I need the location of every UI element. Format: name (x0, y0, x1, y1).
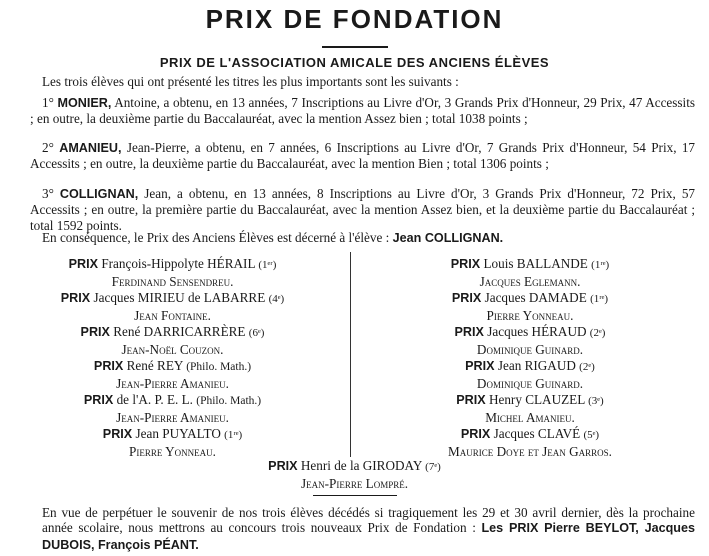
prize-name: Henri de la GIRODAY (300, 458, 422, 473)
closing-paragraph (30, 505, 695, 553)
prize-label: PRIX (83, 393, 114, 407)
prize-rank: (4ᵉ) (268, 293, 285, 305)
candidate-name: COLLIGNAN, (59, 187, 139, 201)
prize-label: PRIX (465, 359, 495, 373)
prize-entry (360, 324, 700, 358)
prize-name: Jacques DAMADE (484, 290, 587, 305)
prize-note: (Philo. Math.) (196, 395, 262, 407)
prize-winner: Pierre Yonneau. (129, 443, 216, 459)
conclusion-winner: Jean COLLIGNAN. (392, 231, 504, 245)
prize-entry (360, 426, 700, 460)
prize-name: Jacques CLAVÉ (493, 426, 581, 441)
candidate-rank: 2° (42, 140, 54, 155)
candidate-paragraph-2 (30, 140, 695, 172)
prizes-right-column (360, 256, 700, 460)
prize-winner: Michel Amanieu. (485, 409, 575, 425)
prize-rank: (7ᵉ) (425, 461, 441, 473)
prize-note: (Philo. Math.) (186, 361, 252, 373)
prize-entry (5, 358, 340, 392)
closing-names: Les PRIX Pierre BEYLOT, Jacques DUBOIS, François PÉANT. (42, 521, 695, 552)
prize-label: PRIX (450, 257, 481, 271)
candidate-text: Antoine, a obtenu, en 13 années, 7 Inscriptions au Livre d'Or, 3 Grands Prix d'Honneur, 29 Prix, 47 Accessits ; en outre, la deuxième partie du Baccalauréat, avec la mention Assez bien ; total 1038 points ; (30, 95, 696, 127)
prize-entry (360, 392, 700, 426)
prize-rank: (1ᵉʳ) (258, 259, 277, 271)
prize-entry-bottom (0, 458, 709, 492)
prize-entry (5, 426, 340, 460)
prize-label: PRIX (456, 393, 486, 407)
prize-entry (5, 392, 340, 426)
prize-winner: Jean-Pierre Lompré. (300, 475, 408, 491)
prize-label: PRIX (68, 257, 99, 271)
prize-name: René DARRICARRÈRE (113, 324, 246, 339)
conclusion-paragraph (30, 230, 695, 246)
prize-name: de l'A. P. E. L. (116, 392, 193, 407)
candidate-paragraph-1 (30, 95, 695, 127)
prize-rank: (2ᵉ) (589, 327, 606, 339)
prize-entry (5, 290, 340, 324)
prize-rank: (2ᵉ) (579, 361, 595, 373)
prize-label: PRIX (102, 427, 133, 441)
prize-rank: (1ʳᵉ) (224, 429, 243, 441)
prize-rank: (6ᵉ) (248, 327, 265, 339)
prize-winner: Dominique Guinard. (476, 341, 584, 357)
prize-label: PRIX (93, 359, 124, 373)
prize-winner: Jean-Pierre Amanieu. (116, 375, 229, 391)
prize-winner: Maurice Doye et Jean Garros. (448, 443, 612, 459)
prize-label: PRIX (454, 325, 484, 339)
prize-label: PRIX (80, 325, 110, 339)
closing-text: En vue de perpétuer le souvenir de nos trois élèves décédés si tragiquement les 29 et 30 avril dernier, dès la prochaine année scolaire, nous mettrons au concours trois nouveaux Prix de Fondation : (42, 505, 695, 536)
prize-name: Jean RIGAUD (497, 358, 576, 373)
intro-paragraph: Les trois élèves qui ont présenté les titres les plus importants sont les suivants : (42, 74, 459, 89)
prize-label: PRIX (460, 427, 491, 441)
prize-label: PRIX (60, 291, 91, 305)
prize-name: Jean PUYALTO (135, 426, 221, 441)
prize-name: Jacques MIRIEU de LABARRE (93, 290, 266, 305)
prize-rank: (1ʳᵉ) (590, 293, 609, 305)
section-divider (313, 495, 397, 496)
prize-rank: (5ᵉ) (583, 429, 600, 441)
prize-rank: (1ʳᵉ) (591, 259, 610, 271)
prize-entry (360, 256, 700, 290)
candidate-name: MONIER, (57, 96, 112, 110)
candidate-rank: 3° (42, 186, 54, 201)
conclusion-text: En conséquence, le Prix des Anciens Élèves est décerné à l'élève : (42, 230, 390, 245)
prize-winner: Pierre Yonneau. (486, 307, 574, 323)
candidate-name: AMANIEU, (59, 141, 122, 155)
candidate-text: Jean-Pierre, a obtenu, en 7 années, 6 Inscriptions au Livre d'Or, 7 Grands Prix d'Honneur, 54 Prix, 17 Accessits ; en outre, la deuxième partie du Baccalauréat, avec la mention Bien ; total 1306 points ; (30, 140, 696, 172)
candidate-rank: 1° (42, 95, 54, 110)
prize-label: PRIX (268, 459, 298, 473)
prize-winner: Jean-Pierre Amanieu. (116, 409, 229, 425)
prize-entry (360, 358, 700, 392)
prize-name: François-Hippolyte HÉRAIL (101, 256, 256, 271)
prize-name: Jacques HÉRAUD (487, 324, 587, 339)
prize-entry (5, 324, 340, 358)
prize-rank: (3ᵉ) (588, 395, 604, 407)
prize-winner: Jacques Eglemann. (479, 273, 581, 289)
candidate-text: Jean, a obtenu, en 13 années, 8 Inscriptions au Livre d'Or, 3 Grands Prix d'Honneur, 72 Prix, 57 Accessits ; en outre, la première partie du Baccalauréat, avec la mention Assez bien, et la deuxième partie du Baccalauréat ; total 1592 points. (30, 186, 696, 233)
section-subtitle: PRIX DE L'ASSOCIATION AMICALE DES ANCIENS ÉLÈVES (159, 55, 550, 70)
prize-name: René REY (126, 358, 183, 373)
title-divider (322, 46, 388, 48)
prize-entry (360, 290, 700, 324)
page-title: PRIX DE FONDATION (205, 4, 504, 34)
prize-name: Louis BALLANDE (483, 256, 588, 271)
prize-winner: Dominique Guinard. (476, 375, 584, 391)
prize-winner: Ferdinand Sensendreu. (111, 273, 234, 289)
prize-name: Henry CLAUZEL (488, 392, 585, 407)
candidate-paragraph-3 (30, 186, 695, 233)
prizes-left-column (5, 256, 340, 460)
column-divider (350, 252, 351, 457)
prize-winner: Jean-Noël Couzon. (121, 341, 224, 357)
prize-label: PRIX (451, 291, 482, 305)
prize-winner: Jean Fontaine. (134, 307, 211, 323)
prize-entry (5, 256, 340, 290)
